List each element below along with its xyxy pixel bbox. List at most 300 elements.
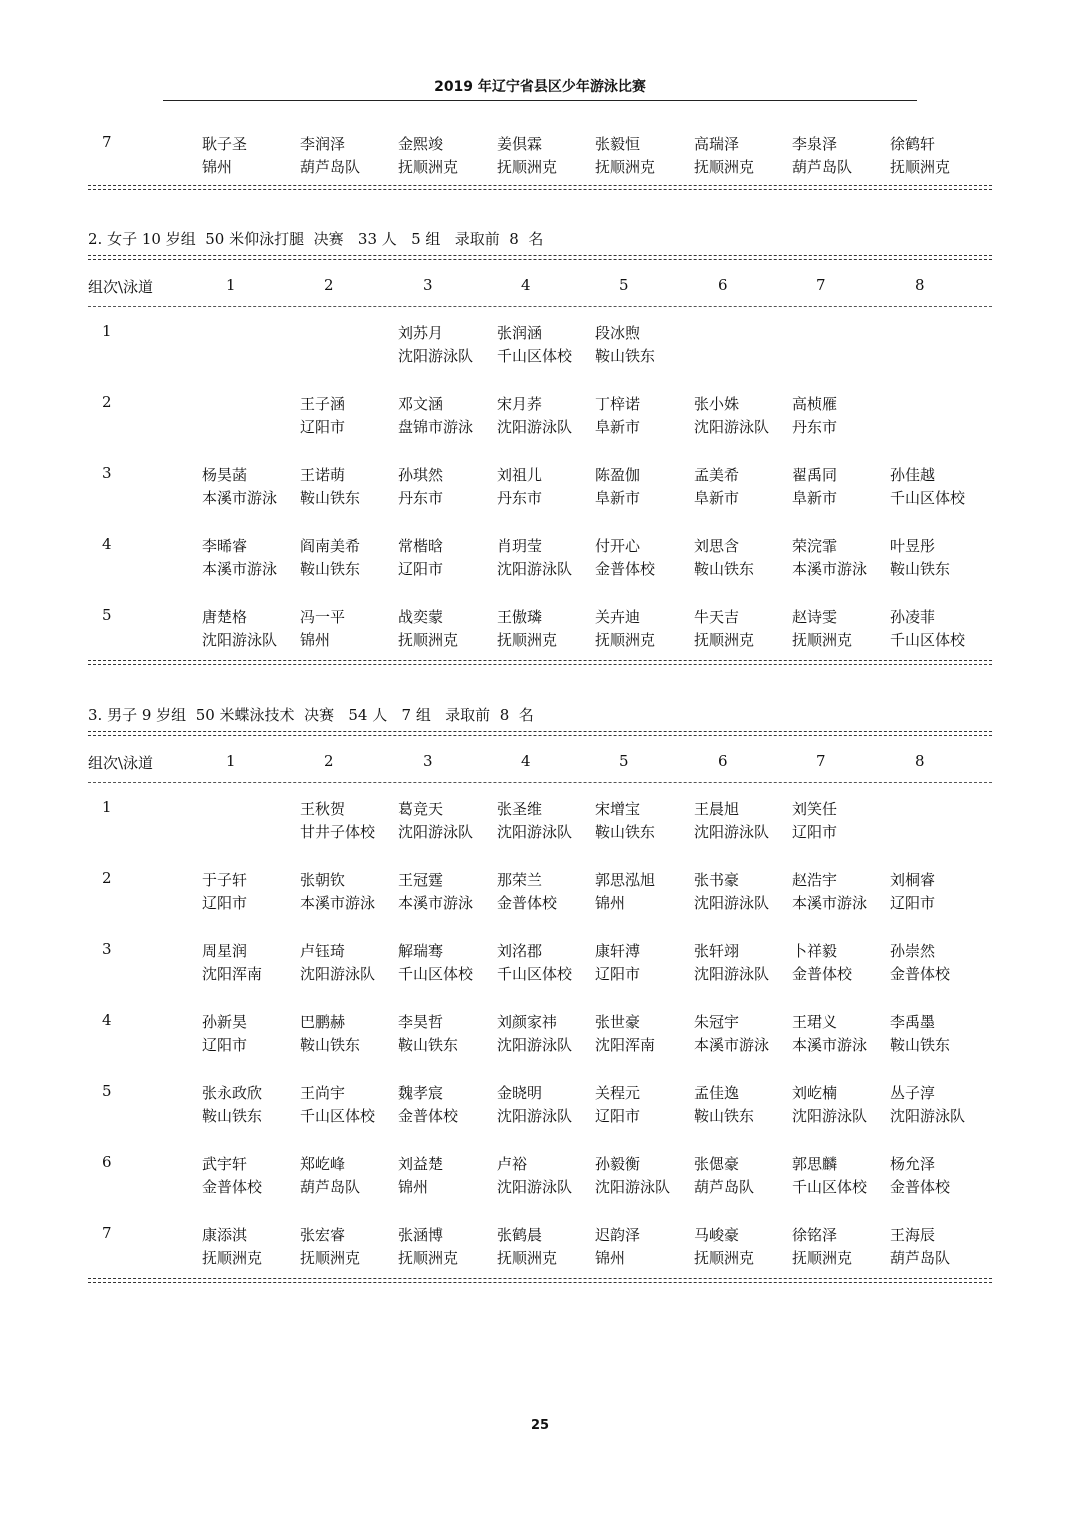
swimmer-name: 刘屹楠	[792, 1084, 838, 1102]
team-name: 沈阳游泳队	[694, 823, 770, 841]
lane-cell-3	[398, 1224, 496, 1270]
lane-cell-8	[890, 322, 988, 368]
lane-cell-4	[497, 133, 595, 179]
team-name: 金普体校	[792, 965, 853, 983]
team-name: 沈阳游泳队	[497, 1178, 573, 1196]
team-name: 鞍山铁东	[694, 560, 755, 578]
lane-header-2: 2	[324, 752, 334, 770]
swimmer-name: 王晨旭	[694, 800, 740, 818]
swimmer-name: 卢钰琦	[300, 942, 346, 960]
swimmer-name: 姜倶霖	[497, 135, 543, 153]
team-name: 本溪市游泳	[694, 1036, 770, 1054]
swimmer-name: 孙毅衡	[595, 1155, 641, 1173]
team-name: 锦州	[202, 158, 233, 176]
swimmer-name: 康添淇	[202, 1226, 248, 1244]
team-name: 鞍山铁东	[398, 1036, 459, 1054]
team-name: 金普体校	[398, 1107, 459, 1125]
team-name: 金普体校	[890, 965, 951, 983]
lane-cell-4	[497, 798, 595, 844]
team-name: 丹东市	[792, 418, 838, 436]
lane-cell-4	[497, 1224, 595, 1270]
lane-cell-7	[792, 1224, 890, 1270]
heat-number: 3	[102, 940, 112, 958]
team-name: 沈阳游泳队	[398, 347, 474, 365]
lane-cell-4	[497, 464, 595, 510]
swimmer-name: 关卉迪	[595, 608, 641, 626]
lane-cell-4	[497, 535, 595, 581]
swimmer-name: 巴鹏赫	[300, 1013, 346, 1031]
team-name	[202, 821, 300, 844]
lane-cell-3	[398, 798, 496, 844]
heat-number: 7	[102, 133, 112, 151]
lane-cell-2	[300, 798, 398, 844]
team-name: 本溪市游泳	[792, 1036, 868, 1054]
swimmer-name: 李润泽	[300, 135, 346, 153]
lane-cell-2	[300, 869, 398, 915]
swimmer-name: 李昊哲	[398, 1013, 444, 1031]
swimmer-name: 叶昱彤	[890, 537, 936, 555]
team-name: 鞍山铁东	[890, 1036, 951, 1054]
swimmer-name	[202, 322, 300, 345]
lane-cell-1	[202, 798, 300, 844]
team-name: 鞍山铁东	[300, 489, 361, 507]
team-name: 辽阳市	[890, 894, 936, 912]
lane-cell-6	[694, 798, 792, 844]
heat-lane-label: 组次\泳道	[88, 754, 154, 772]
swimmer-name: 王诺萌	[300, 466, 346, 484]
team-name: 抚顺洲克	[792, 631, 853, 649]
lane-header-4: 4	[521, 276, 531, 294]
lane-cell-3	[398, 133, 496, 179]
swimmer-name: 张轩翊	[694, 942, 740, 960]
swimmer-name: 金熙竣	[398, 135, 444, 153]
heat-number: 1	[102, 322, 112, 340]
lane-cell-3	[398, 322, 496, 368]
lane-header-6: 6	[718, 752, 728, 770]
swimmer-name	[890, 322, 988, 345]
lane-cell-3	[398, 1011, 496, 1057]
swimmer-name: 杨允泽	[890, 1155, 936, 1173]
swimmer-name: 葛竞天	[398, 800, 444, 818]
lane-cell-2	[300, 133, 398, 179]
heat-row	[88, 1224, 1008, 1272]
team-name: 抚顺洲克	[398, 158, 459, 176]
lane-cell-3	[398, 940, 496, 986]
swimmer-name	[792, 322, 890, 345]
swimmer-name: 魏孝宸	[398, 1084, 444, 1102]
heat-row	[88, 940, 1008, 988]
lane-cell-3	[398, 869, 496, 915]
swimmer-name: 张毅恒	[595, 135, 641, 153]
lane-cell-5	[595, 606, 693, 652]
lane-cell-3	[398, 464, 496, 510]
lane-cell-4	[497, 322, 595, 368]
swimmer-name: 王尚宇	[300, 1084, 346, 1102]
team-name: 鞍山铁东	[694, 1107, 755, 1125]
heat-number: 5	[102, 606, 112, 624]
team-name: 抚顺洲克	[497, 631, 558, 649]
lane-cell-1	[202, 322, 300, 368]
double-divider	[88, 185, 992, 190]
team-name: 千山区体校	[497, 347, 573, 365]
team-name: 甘井子体校	[300, 823, 376, 841]
swimmer-name: 刘桐睿	[890, 871, 936, 889]
team-name	[792, 345, 890, 368]
team-name: 辽阳市	[202, 894, 248, 912]
lane-cell-2	[300, 464, 398, 510]
lane-cell-3	[398, 1153, 496, 1199]
team-name: 鞍山铁东	[300, 1036, 361, 1054]
team-name: 本溪市游泳	[792, 560, 868, 578]
swimmer-name: 王秋贺	[300, 800, 346, 818]
lane-header-6: 6	[718, 276, 728, 294]
lane-header-8: 8	[915, 276, 925, 294]
heat-row	[88, 464, 1008, 512]
swimmer-name: 赵诗雯	[792, 608, 838, 626]
page-header: 2019 年辽宁省县区少年游泳比赛	[163, 74, 917, 101]
lane-cell-6	[694, 133, 792, 179]
team-name: 阜新市	[595, 418, 641, 436]
team-name: 沈阳浑南	[202, 965, 263, 983]
swimmer-name: 阎南美希	[300, 537, 361, 555]
lane-cell-7	[792, 1082, 890, 1128]
heat-number: 4	[102, 535, 112, 553]
lane-cell-7	[792, 464, 890, 510]
swimmer-name: 孙佳越	[890, 466, 936, 484]
lane-header-1: 1	[226, 752, 236, 770]
swimmer-name	[890, 798, 988, 821]
lane-cell-4	[497, 393, 595, 439]
heat-row	[88, 1082, 1008, 1130]
swimmer-name: 张小姝	[694, 395, 740, 413]
lane-cell-8	[890, 1011, 988, 1057]
lane-cell-1	[202, 940, 300, 986]
team-name: 千山区体校	[398, 965, 474, 983]
double-divider	[88, 731, 992, 736]
team-name: 千山区体校	[300, 1107, 376, 1125]
swimmer-name: 张朝钦	[300, 871, 346, 889]
swimmer-name: 刘颜家祎	[497, 1013, 558, 1031]
page-number: 25	[530, 1418, 550, 1433]
lane-cell-2	[300, 1224, 398, 1270]
heat-row	[88, 393, 1008, 441]
heat-row	[88, 606, 1008, 654]
lane-cell-4	[497, 1153, 595, 1199]
swimmer-name: 那荣兰	[497, 871, 543, 889]
lane-header-7: 7	[816, 276, 826, 294]
swimmer-name: 刘思含	[694, 537, 740, 555]
swimmer-name: 孙崇然	[890, 942, 936, 960]
lane-cell-3	[398, 1082, 496, 1128]
double-divider	[88, 1278, 992, 1283]
lane-header-3: 3	[423, 752, 433, 770]
lane-cell-6	[694, 1153, 792, 1199]
lane-cell-6	[694, 606, 792, 652]
team-name: 千山区体校	[890, 631, 966, 649]
heat-row	[88, 1153, 1008, 1201]
swimmer-name: 唐楚格	[202, 608, 248, 626]
swimmer-name: 李泉泽	[792, 135, 838, 153]
team-name: 辽阳市	[398, 560, 444, 578]
lane-cell-2	[300, 1011, 398, 1057]
swimmer-name: 孟佳逸	[694, 1084, 740, 1102]
swimmer-name: 周星润	[202, 942, 248, 960]
swimmer-name: 孟美希	[694, 466, 740, 484]
lane-cell-4	[497, 1011, 595, 1057]
swimmer-name: 解瑞骞	[398, 942, 444, 960]
swimmer-name: 荣浣霏	[792, 537, 838, 555]
lane-cell-5	[595, 393, 693, 439]
lane-cell-8	[890, 1082, 988, 1128]
lane-cell-2	[300, 1082, 398, 1128]
lane-header-4: 4	[521, 752, 531, 770]
lane-cell-1	[202, 393, 300, 439]
swimmer-name: 徐鹤轩	[890, 135, 936, 153]
team-name: 金普体校	[890, 1178, 951, 1196]
team-name: 沈阳游泳队	[300, 965, 376, 983]
heat-number: 7	[102, 1224, 112, 1242]
lane-cell-7	[792, 940, 890, 986]
lane-cell-3	[398, 606, 496, 652]
lane-cell-6	[694, 393, 792, 439]
lane-header-row	[88, 276, 1008, 298]
team-name: 辽阳市	[792, 823, 838, 841]
lane-cell-2	[300, 1153, 398, 1199]
team-name: 鞍山铁东	[202, 1107, 263, 1125]
heat-row	[88, 535, 1008, 583]
swimmer-name: 肖玥莹	[497, 537, 543, 555]
team-name: 抚顺洲克	[398, 631, 459, 649]
team-name: 盘锦市游泳	[398, 418, 474, 436]
swimmer-name: 冯一平	[300, 608, 346, 626]
swimmer-name: 高桢雁	[792, 395, 838, 413]
double-divider	[88, 660, 992, 665]
lane-cell-7	[792, 322, 890, 368]
lane-cell-5	[595, 133, 693, 179]
single-divider	[88, 306, 992, 307]
lane-cell-6	[694, 940, 792, 986]
swimmer-name: 刘益楚	[398, 1155, 444, 1173]
lane-header-5: 5	[619, 276, 629, 294]
lane-cell-7	[792, 869, 890, 915]
swimmer-name: 关程元	[595, 1084, 641, 1102]
swimmer-name: 张圣维	[497, 800, 543, 818]
team-name: 抚顺洲克	[595, 158, 656, 176]
swimmer-name: 王珺义	[792, 1013, 838, 1031]
lane-cell-7	[792, 798, 890, 844]
swimmer-name: 宋增宝	[595, 800, 641, 818]
swimmer-name: 王子涵	[300, 395, 346, 413]
swimmer-name: 陈盈伽	[595, 466, 641, 484]
lane-header-3: 3	[423, 276, 433, 294]
lane-cell-8	[890, 535, 988, 581]
lane-cell-8	[890, 869, 988, 915]
team-name: 本溪市游泳	[300, 894, 376, 912]
team-name: 阜新市	[792, 489, 838, 507]
team-name: 锦州	[398, 1178, 429, 1196]
heat-number: 6	[102, 1153, 112, 1171]
swimmer-name: 张书豪	[694, 871, 740, 889]
team-name: 锦州	[300, 631, 331, 649]
lane-header-8: 8	[915, 752, 925, 770]
lane-header-1: 1	[226, 276, 236, 294]
team-name: 沈阳游泳队	[398, 823, 474, 841]
lane-cell-8	[890, 464, 988, 510]
swimmer-name: 翟禹同	[792, 466, 838, 484]
heat-number: 2	[102, 393, 112, 411]
team-name: 沈阳游泳队	[497, 1036, 573, 1054]
event-title: 2. 女子 10 岁组 50 米仰泳打腿 决赛 33 人 5 组 录取前 8 名	[88, 230, 544, 248]
team-name: 沈阳游泳队	[497, 823, 573, 841]
team-name: 抚顺洲克	[694, 158, 755, 176]
lane-cell-5	[595, 1082, 693, 1128]
swimmer-name: 邓文涵	[398, 395, 444, 413]
heat-number: 2	[102, 869, 112, 887]
swimmer-name: 郑屹峰	[300, 1155, 346, 1173]
lane-header-2: 2	[324, 276, 334, 294]
team-name: 沈阳游泳队	[694, 418, 770, 436]
swimmer-name	[300, 322, 398, 345]
team-name	[890, 821, 988, 844]
team-name: 抚顺洲克	[595, 631, 656, 649]
lane-cell-4	[497, 869, 595, 915]
team-name: 抚顺洲克	[398, 1249, 459, 1267]
lane-cell-6	[694, 1011, 792, 1057]
swimmer-name: 杨昊菡	[202, 466, 248, 484]
lane-header-5: 5	[619, 752, 629, 770]
swimmer-name: 丛子淳	[890, 1084, 936, 1102]
swimmer-name: 李禹墨	[890, 1013, 936, 1031]
swimmer-name: 张永政欣	[202, 1084, 263, 1102]
team-name: 丹东市	[497, 489, 543, 507]
team-name: 抚顺洲克	[890, 158, 951, 176]
team-name: 本溪市游泳	[398, 894, 474, 912]
swimmer-name: 武宇轩	[202, 1155, 248, 1173]
lane-header-row	[88, 752, 1008, 774]
swimmer-name: 耿子圣	[202, 135, 248, 153]
lane-cell-8	[890, 606, 988, 652]
team-name: 锦州	[595, 1249, 626, 1267]
team-name: 葫芦岛队	[792, 158, 853, 176]
swimmer-name: 刘笑任	[792, 800, 838, 818]
swimmer-name: 丁梓诺	[595, 395, 641, 413]
lane-cell-1	[202, 1082, 300, 1128]
heat-row	[88, 1011, 1008, 1059]
team-name: 沈阳游泳队	[595, 1178, 671, 1196]
team-name: 鞍山铁东	[595, 823, 656, 841]
swimmer-name: 王海辰	[890, 1226, 936, 1244]
team-name: 金普体校	[202, 1178, 263, 1196]
swimmer-name: 战奕蒙	[398, 608, 444, 626]
lane-cell-4	[497, 606, 595, 652]
swimmer-name: 张润涵	[497, 324, 543, 342]
swimmer-name: 康轩溥	[595, 942, 641, 960]
lane-cell-8	[890, 798, 988, 844]
lane-cell-5	[595, 535, 693, 581]
lane-cell-3	[398, 535, 496, 581]
lane-cell-6	[694, 869, 792, 915]
swimmer-name: 金晓明	[497, 1084, 543, 1102]
swimmer-name: 宋月荞	[497, 395, 543, 413]
team-name: 本溪市游泳	[202, 489, 278, 507]
team-name: 葫芦岛队	[300, 158, 361, 176]
team-name: 抚顺洲克	[694, 1249, 755, 1267]
team-name	[202, 416, 300, 439]
lane-cell-7	[792, 535, 890, 581]
lane-cell-5	[595, 798, 693, 844]
lane-cell-7	[792, 1011, 890, 1057]
lane-cell-7	[792, 393, 890, 439]
swimmer-name: 孙琪然	[398, 466, 444, 484]
lane-cell-6	[694, 1224, 792, 1270]
lane-cell-2	[300, 393, 398, 439]
lane-cell-8	[890, 940, 988, 986]
heat-row	[88, 322, 1008, 370]
swimmer-name: 张涵博	[398, 1226, 444, 1244]
swimmer-name: 张宏睿	[300, 1226, 346, 1244]
swimmer-name: 郭思麟	[792, 1155, 838, 1173]
heat-row	[88, 133, 1008, 181]
team-name: 千山区体校	[792, 1178, 868, 1196]
team-name: 抚顺洲克	[497, 1249, 558, 1267]
team-name: 阜新市	[694, 489, 740, 507]
swimmer-name: 卢裕	[497, 1155, 528, 1173]
swimmer-name: 郭思泓旭	[595, 871, 656, 889]
lane-cell-1	[202, 1224, 300, 1270]
lane-cell-6	[694, 535, 792, 581]
team-name: 沈阳游泳队	[202, 631, 278, 649]
swimmer-name: 刘苏月	[398, 324, 444, 342]
lane-cell-8	[890, 1224, 988, 1270]
swimmer-name: 高瑞泽	[694, 135, 740, 153]
heat-number: 3	[102, 464, 112, 482]
lane-cell-5	[595, 322, 693, 368]
lane-cell-5	[595, 1011, 693, 1057]
team-name: 沈阳游泳队	[792, 1107, 868, 1125]
team-name: 沈阳浑南	[595, 1036, 656, 1054]
lane-cell-6	[694, 1082, 792, 1128]
lane-cell-8	[890, 133, 988, 179]
lane-cell-7	[792, 133, 890, 179]
swimmer-name: 牛天吉	[694, 608, 740, 626]
team-name: 鞍山铁东	[890, 560, 951, 578]
swimmer-name: 常楷晗	[398, 537, 444, 555]
swimmer-name: 赵浩宇	[792, 871, 838, 889]
team-name: 葫芦岛队	[694, 1178, 755, 1196]
team-name	[890, 416, 988, 439]
heat-lane-label: 组次\泳道	[88, 278, 154, 296]
team-name	[202, 345, 300, 368]
lane-cell-7	[792, 1153, 890, 1199]
team-name: 鞍山铁东	[595, 347, 656, 365]
team-name: 沈阳游泳队	[497, 560, 573, 578]
event-title: 3. 男子 9 岁组 50 米蝶泳技术 决赛 54 人 7 组 录取前 8 名	[88, 706, 534, 724]
team-name: 沈阳游泳队	[694, 965, 770, 983]
team-name: 抚顺洲克	[792, 1249, 853, 1267]
heat-number: 4	[102, 1011, 112, 1029]
swimmer-name	[202, 798, 300, 821]
lane-cell-7	[792, 606, 890, 652]
swimmer-name: 段冰煦	[595, 324, 641, 342]
lane-cell-6	[694, 464, 792, 510]
team-name: 辽阳市	[595, 965, 641, 983]
team-name: 沈阳游泳队	[890, 1107, 966, 1125]
team-name: 丹东市	[398, 489, 444, 507]
swimmer-name: 张鹤晨	[497, 1226, 543, 1244]
lane-cell-1	[202, 1011, 300, 1057]
swimmer-name: 李晞睿	[202, 537, 248, 555]
lane-cell-2	[300, 940, 398, 986]
